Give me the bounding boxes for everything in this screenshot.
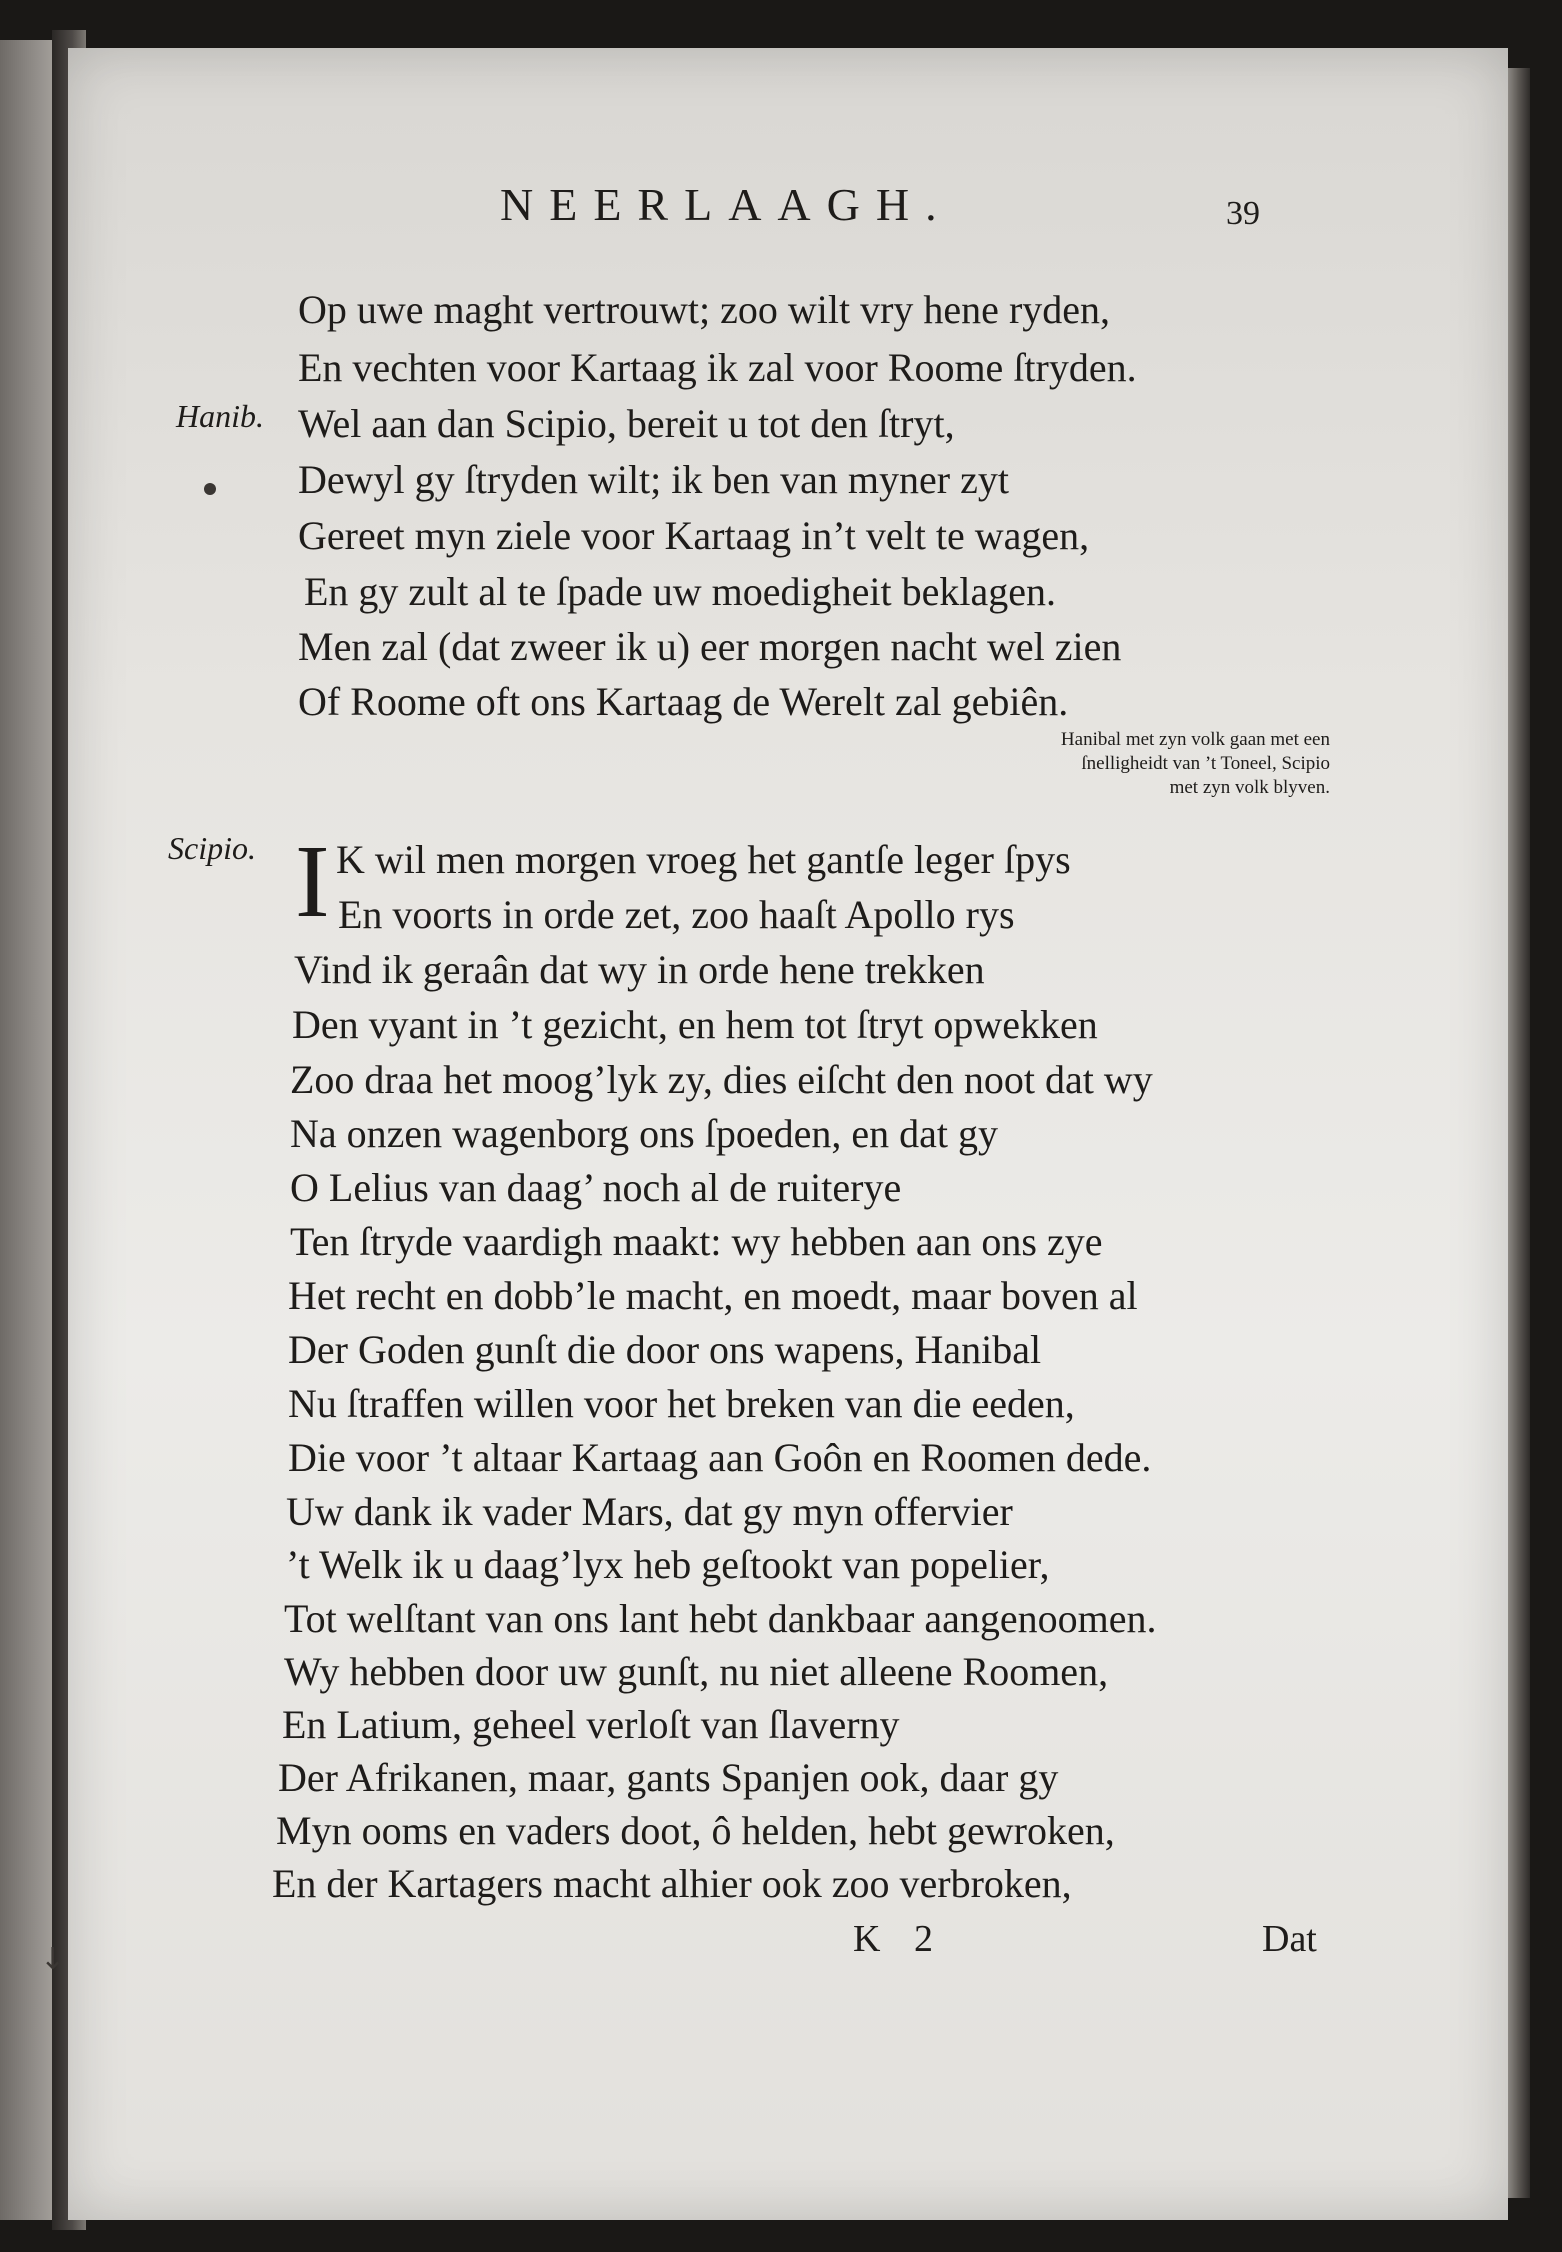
verse-line: Zoo draa het moog’lyk zy, dies eiſcht den noot dat wy: [290, 1057, 1153, 1102]
page-number: 39: [1226, 195, 1260, 232]
stage-direction: [993, 728, 1330, 800]
signature-mark: K 2: [853, 1918, 945, 1960]
verse-line: Myn ooms en vaders doot, ô helden, hebt gewroken,: [276, 1808, 1115, 1853]
verse-line: En Latium, geheel verloſt van ſlaverny: [282, 1702, 900, 1747]
verse-line: Der Afrikanen, maar, gants Spanjen ook, daar gy: [278, 1755, 1059, 1800]
stage-direction-line: met zyn volk blyven.: [1169, 777, 1330, 798]
verse-line: Den vyant in ’t gezicht, en hem tot ſtryt opwekken: [292, 1002, 1098, 1047]
speaker-scipio: Scipio.: [168, 830, 256, 866]
verse-line: Uw dank ik vader Mars, dat gy myn offervier: [286, 1489, 1013, 1534]
ink-dot-mark: [204, 483, 216, 495]
verse-line: Nu ſtraffen willen voor het breken van die eeden,: [288, 1381, 1075, 1426]
verse-line: Wel aan dan Scipio, bereit u tot den ſtryt,: [298, 401, 955, 446]
verse-line: Gereet myn ziele voor Kartaag in’t velt te wagen,: [298, 513, 1090, 558]
verse-line: Ten ſtryde vaardigh maakt: wy hebben aan ons zye: [290, 1219, 1103, 1264]
stage-direction-line: Hanibal met zyn volk gaan met een: [1060, 729, 1330, 750]
verse-line: Het recht en dobb’le macht, en moedt, maar boven al: [288, 1273, 1138, 1318]
verse-line: Of Roome oft ons Kartaag de Werelt zal gebiên.: [298, 679, 1069, 724]
verse-line: Der Goden gunſt die door ons wapens, Hanibal: [288, 1327, 1042, 1372]
verse-line: Die voor ’t altaar Kartaag aan Goôn en Roomen dede.: [288, 1435, 1152, 1480]
verse-line: Op uwe maght vertrouwt; zoo wilt vry hene ryden,: [298, 287, 1111, 332]
pencil-arrow-mark: ↓: [40, 1942, 66, 1977]
verse-line: Dewyl gy ſtryden wilt; ik ben van myner zyt: [298, 457, 1009, 502]
drop-capital: I: [295, 824, 330, 939]
verse-line: Vind ik geraân dat wy in orde hene trekken: [294, 947, 985, 992]
verse-line: En der Kartagers macht alhier ook zoo verbroken,: [272, 1861, 1072, 1906]
verse-line: O Lelius van daag’ noch al de ruiterye: [290, 1165, 902, 1210]
verse-line: ’t Welk ik u daag’lyx heb geſtookt van popelier,: [286, 1542, 1050, 1587]
verse-line: K wil men morgen vroeg het gantſe leger ſpys: [336, 837, 1071, 882]
catchword: Dat: [1262, 1918, 1317, 1960]
verse-line: Na onzen wagenborg ons ſpoeden, en dat gy: [290, 1111, 998, 1156]
stage-direction-line: ſnelligheidt van ’t Toneel, Scipio: [1081, 753, 1330, 774]
speaker-hanib: Hanib.: [176, 398, 264, 434]
page-fore-edge: [1508, 68, 1530, 2198]
verse-line: Tot welſtant van ons lant hebt dankbaar aangenoomen.: [284, 1596, 1157, 1641]
verse-line: En voorts in orde zet, zoo haaſt Apollo rys: [338, 892, 1015, 937]
verse-line: Men zal (dat zweer ik u) eer morgen nacht wel zien: [298, 624, 1122, 669]
running-head: NEERLAAGH.: [500, 179, 953, 230]
verse-line: Wy hebben door uw gunſt, nu niet alleene Roomen,: [284, 1649, 1109, 1694]
verse-line: En vechten voor Kartaag ik zal voor Roome ſtryden.: [298, 345, 1137, 390]
verse-line: En gy zult al te ſpade uw moedigheit beklagen.: [304, 569, 1056, 614]
